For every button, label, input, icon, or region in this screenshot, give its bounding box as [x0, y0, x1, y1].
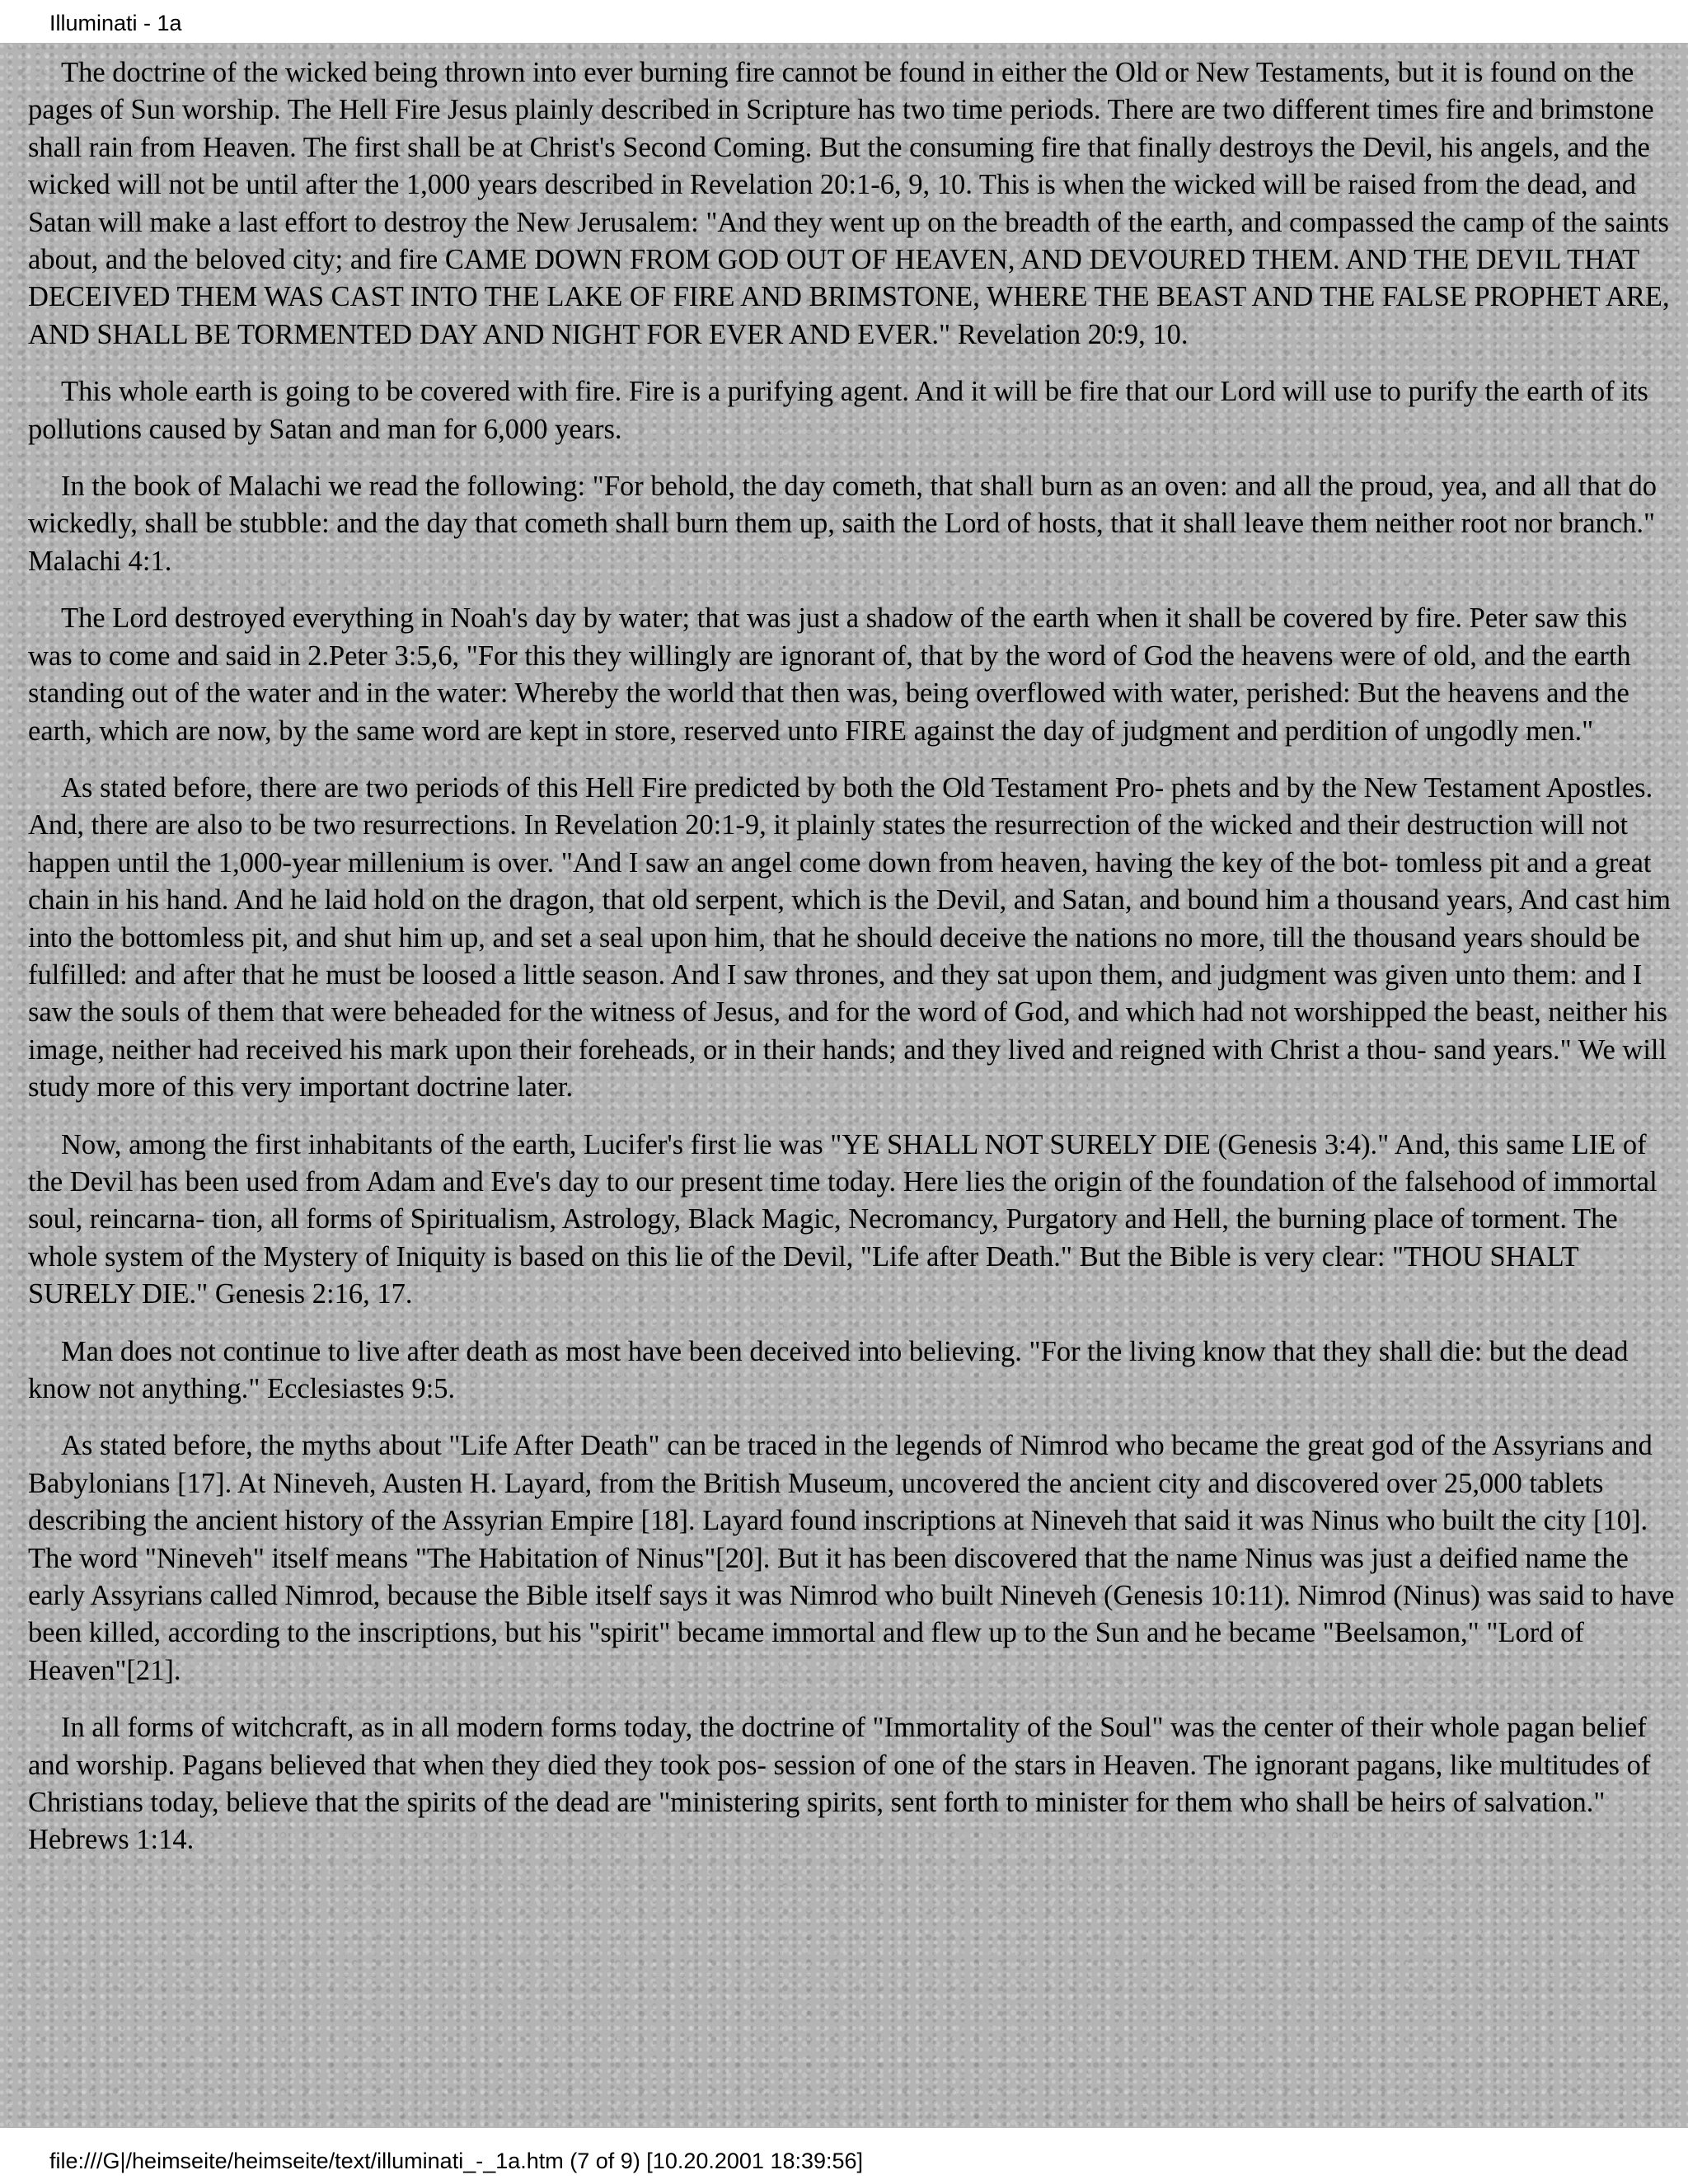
- paragraph: Man does not continue to live after death as most have been deceived into believing. "For the living know that they shall die: but the dead know not anything." Ecclesiastes 9:5.: [28, 1335, 1629, 1404]
- print-header-title: Illuminati - 1a: [49, 11, 182, 35]
- paragraph: The Lord destroyed everything in Noah's day by water; that was just a shadow of the earth when it shall be covered by fire. Peter saw this was to come and said in 2.Peter 3:5,6, "For this they willingly are ignorant of, that by the word of God the heavens were of old, and the earth standing out of the water and in the water: Whereby the world that then was, being overflowed with water, perished: But the heavens and the earth, which are now, by the same word are kept in store, reserved unto FIRE against the day of judgment and perdition of ungodly men.": [28, 602, 1631, 747]
- print-footer-url: file:///G|/heimseite/heimseite/text/illuminati_-_1a.htm (7 of 9) [10.20.2001 18:39:56]: [49, 2149, 864, 2173]
- document-body: [0, 43, 1688, 2128]
- paragraph: Now, among the first inhabitants of the earth, Lucifer's first lie was "YE SHALL NOT SURELY DIE (Genesis 3:4)." And, this same LIE of the Devil has been used from Adam and Eve's day to our present time today. Here lies the origin of the foundation of the falsehood of immortal soul, reincarna- tion, all forms of Spiritualism, Astrology, Black Magic, Necromancy, Purgatory and Hell, the burning place of torment. The whole system of the Mystery of Iniquity is based on this lie of the Devil, "Life after Death." But the Bible is very clear: "THOU SHALT SURELY DIE." Genesis 2:16, 17.: [28, 1128, 1658, 1310]
- paragraph: In all forms of witchcraft, as in all modern forms today, the doctrine of "Immortality of the Soul" was the center of their whole pagan belief and worship. Pagans believed that when they died they took pos- session of one of the stars in Heaven. The ignorant pagans, like multitudes of Christians today, believe that the spirits of the dead are "ministering spirits, sent forth to minister for them who shall be heirs of salvation." Hebrews 1:14.: [28, 1712, 1651, 1856]
- paragraph: As stated before, the myths about "Life After Death" can be traced in the legends of Nimrod who became the great god of the Assyrians and Babylonians [17]. At Nineveh, Austen H. Layard, from the British Museum, uncovered the ancient city and discovered over 25,000 tablets describing the ancient history of the Assyrian Empire [18]. Layard found inscriptions at Nineveh that said it was Ninus who built the city [10]. The word "Nineveh" itself means "The Habitation of Ninus"[20]. But it has been discovered that the name Ninus was just a deified name the early Assyrians called Nimrod, because the Bible itself says it was Nimrod who built Nineveh (Genesis 10:11). Nimrod (Ninus) was said to have been killed, according to the inscriptions, but his "spirit" became immortal and flew up to the Sun and he became "Beelsamon," "Lord of Heaven"[21].: [28, 1430, 1675, 1686]
- paragraph: This whole earth is going to be covered with fire. Fire is a purifying agent. And it will be fire that our Lord will use to purify the earth of its pollutions caused by Satan and man for 6,000 years.: [28, 376, 1648, 445]
- paragraph: As stated before, there are two periods of this Hell Fire predicted by both the Old Testament Pro- phets and by the New Testament Apostles. And, there are also to be two resurrections. In Revelation 20:1-9, it plainly states the resurrection of the wicked and their destruction will not happen until the 1,000-year millenium is over. "And I saw an angel come down from heaven, having the key of the bot- tomless pit and a great chain in his hand. And he laid hold on the dragon, that old serpent, which is the Devil, and Satan, and bound him a thousand years, And cast him into the bottomless pit, and shut him up, and set a seal upon him, that he should deceive the nations no more, till the thousand years should be fulfilled: and after that he must be loosed a little season. And I saw thrones, and they sat upon them, and judgment was given unto them: and I saw the souls of them that were beheaded for the witness of Jesus, and for the word of God, and which had not worshipped the beast, neither his image, neither had received his mark upon their foreheads, or in their hands; and they lived and reigned with Christ a thou- sand years." We will study more of this very important doctrine later.: [28, 771, 1671, 1104]
- paragraph: The doctrine of the wicked being thrown into ever burning fire cannot be found in either the Old or New Testaments, but it is found on the pages of Sun worship. The Hell Fire Jesus plainly described in Scripture has two time periods. There are two different times fire and brimstone shall rain from Heaven. The first shall be at Christ's Second Coming. But the consuming fire that finally destroys the Devil, his angels, and the wicked will not be until after the 1,000 years described in Revelation 20:1-6, 9, 10. This is when the wicked will be raised from the dead, and Satan will make a last effort to destroy the New Jerusalem: "And they went up on the breadth of the earth, and compassed the camp of the saints about, and the beloved city; and fire CAME DOWN FROM GOD OUT OF HEAVEN, AND DEVOURED THEM. AND THE DEVIL THAT DECEIVED THEM WAS CAST INTO THE LAKE OF FIRE AND BRIMSTONE, WHERE THE BEAST AND THE FALSE PROPHET ARE, AND SHALL BE TORMENTED DAY AND NIGHT FOR EVER AND EVER." Revelation 20:9, 10.: [28, 57, 1670, 350]
- paragraph: In the book of Malachi we read the following: "For behold, the day cometh, that shall burn as an oven: and all the proud, yea, and all that do wickedly, shall be stubble: and the day that cometh shall burn them up, saith the Lord of hosts, that it shall leave them neither root nor branch." Malachi 4:1.: [28, 471, 1657, 577]
